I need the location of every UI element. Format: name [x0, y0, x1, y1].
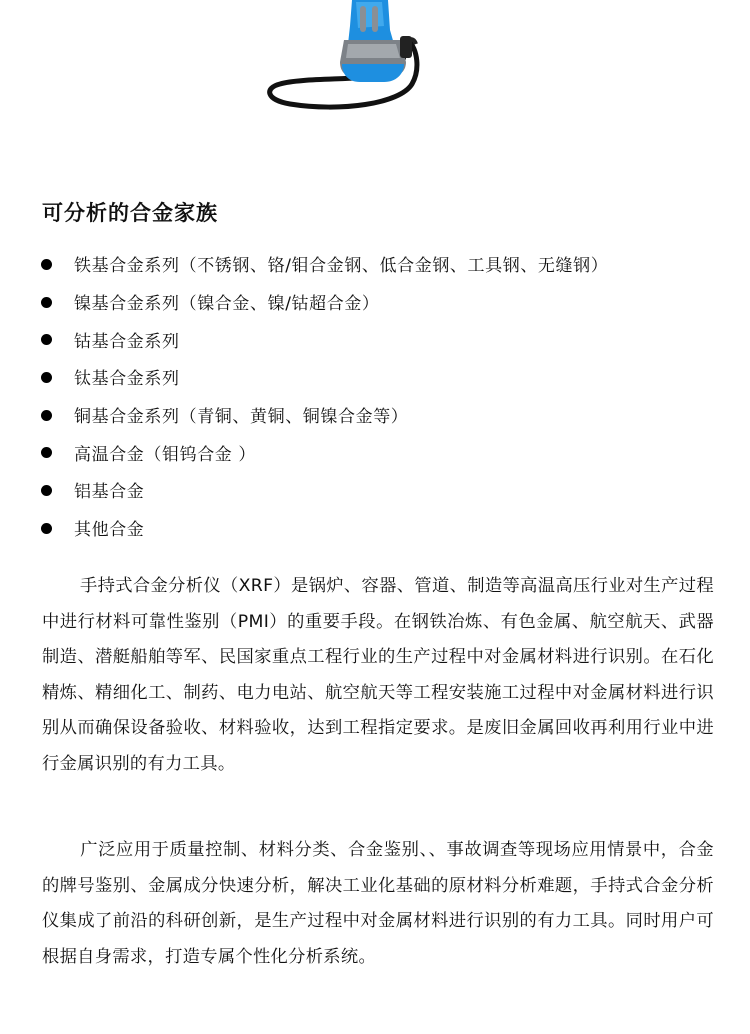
alloy-family-text: 镍基合金系列（镍合金、镍/钴超合金） — [74, 294, 380, 315]
paragraph-text: 广泛应用于质量控制、材料分类、合金鉴别、、事故调查等现场应用情景中，合金的牌号鉴别、金属成分快速分析，解决工业化基础的原材料分析难题，手持式合金分析仪集成了前沿的科研创新，是生产过程中对金属材料进行识别的有力工具。同时用户可根据自身需求，打造专属个性化分析系统。 — [42, 840, 714, 967]
list-item — [0, 283, 750, 321]
section-title: 可分析的合金家族 — [42, 201, 218, 225]
bullet-icon — [41, 259, 52, 270]
bullet-icon — [41, 372, 52, 383]
bullet-icon — [41, 485, 52, 496]
alloy-family-text: 高温合金（钼钨合金 ） — [74, 444, 257, 465]
handheld-analyzer-image — [260, 0, 430, 120]
alloy-family-text: 铝基合金 — [74, 482, 145, 503]
alloy-family-text: 铜基合金系列（青铜、黄铜、铜镍合金等） — [74, 407, 409, 428]
description-paragraph-xrf-use — [42, 569, 714, 783]
list-item — [0, 245, 750, 283]
list-item — [0, 320, 750, 358]
list-item — [0, 396, 750, 434]
bullet-icon — [41, 447, 52, 458]
bullet-icon — [41, 297, 52, 308]
alloy-family-text: 钛基合金系列 — [74, 369, 180, 390]
description-paragraph-applications — [42, 833, 714, 975]
alloy-family-list — [0, 245, 750, 547]
list-item — [0, 509, 750, 547]
alloy-family-text: 铁基合金系列（不锈钢、铬/钼合金钢、低合金钢、工具钢、无缝钢） — [74, 256, 609, 277]
alloy-family-text: 钴基合金系列 — [74, 331, 180, 352]
bullet-icon — [41, 334, 52, 345]
paragraph-text: 手持式合金分析仪（XRF）是锅炉、容器、管道、制造等高温高压行业对生产过程中进行材料可靠性鉴别（PMI）的重要手段。在钢铁冶炼、有色金属、航空航天、武器制造、潜艇船舶等军、民国家重点工程行业的生产过程中对金属材料进行识别。在石化精炼、精细化工、制药、电力电站、航空航天等工程安装施工过程中对金属材料进行识别从而确保设备验收、材料验收，达到工程指定要求。是废旧金属回收再利用行业中进行金属识别的有力工具。 — [42, 576, 714, 774]
bullet-icon — [41, 410, 52, 421]
alloy-family-text: 其他合金 — [74, 520, 145, 541]
list-item — [0, 358, 750, 396]
bullet-icon — [41, 523, 52, 534]
list-item — [0, 433, 750, 471]
list-item — [0, 471, 750, 509]
